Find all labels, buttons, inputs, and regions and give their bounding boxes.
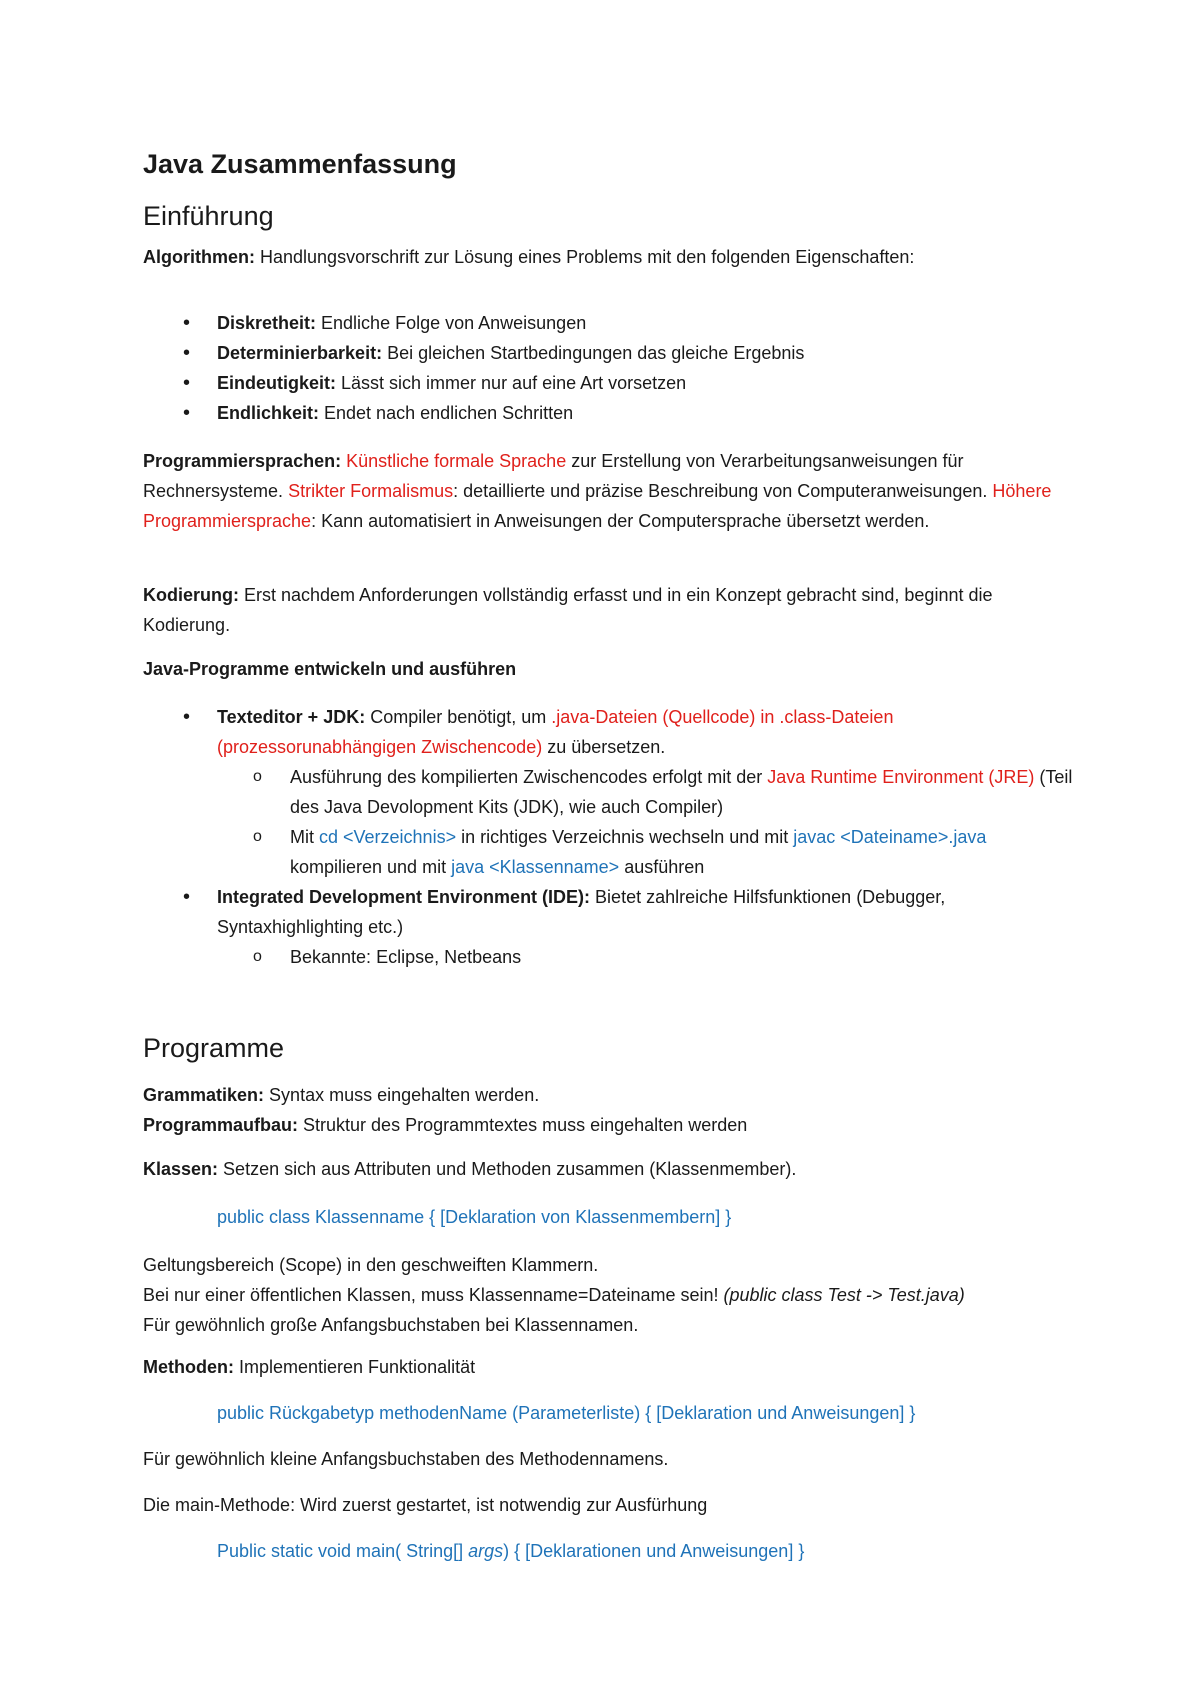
text-kodierung: Erst nachdem Anforderungen vollständig erfasst und in ein Konzept gebracht sind, beginnt die Kodierung. — [143, 585, 993, 635]
section-heading-programme: Programme — [143, 1033, 285, 1063]
list-item-term: Integrated Development Environment (IDE): — [217, 887, 591, 907]
text-part: zur Erstellung von Verarbeitungsanweisungen für Rechnersysteme. — [143, 451, 964, 501]
paragraph-kodierung — [143, 580, 1080, 640]
paragraph-scope — [143, 1250, 1080, 1340]
text-programmaufbau: Struktur des Programmtextes muss eingehalten werden — [298, 1115, 748, 1135]
text-part: : detaillierte und präzise Beschreibung von Computeranweisungen. — [453, 481, 993, 501]
highlight-hoehere-sprache: Höhere Programmiersprache — [143, 481, 1052, 531]
paragraph-algorithmen — [143, 242, 1080, 272]
term-methoden: Methoden: — [143, 1357, 234, 1377]
code-methoden: public Rückgabetyp methodenName (Parameterliste) { [Deklaration und Anweisungen] } — [217, 1403, 916, 1423]
term-algorithmen: Algorithmen: — [143, 247, 255, 267]
list-item — [143, 368, 1080, 398]
document-title: Java Zusammenfassung — [143, 149, 457, 179]
term-klassen: Klassen: — [143, 1159, 219, 1179]
list-item — [143, 702, 1080, 762]
text-algorithmen: Handlungsvorschrift zur Lösung eines Problems mit den folgenden Eigenschaften: — [255, 247, 915, 267]
text-part: Bei nur einer öffentlichen Klassen, muss Klassenname=Dateiname sein! — [143, 1285, 724, 1305]
section-heading-einfuehrung: Einführung — [143, 201, 274, 231]
code-part: ) { [Deklarationen und Anweisungen] } — [503, 1541, 805, 1561]
list-item-term: Endlichkeit: — [217, 403, 320, 423]
text-part: zu übersetzen. — [542, 737, 666, 757]
eigenschaften-list — [143, 308, 1080, 428]
code-part: Public static void main( String[] — [217, 1541, 469, 1561]
text-line: Für gewöhnlich große Anfangsbuchstaben bei Klassennamen. — [143, 1315, 639, 1335]
text-grammatiken: Syntax muss eingehalten werden. — [264, 1085, 540, 1105]
text-methoden: Implementieren Funktionalität — [233, 1357, 476, 1377]
text-part: Compiler benötigt, um — [365, 707, 552, 727]
subheading-java-programme: Java-Programme entwickeln und ausführen — [143, 659, 517, 679]
term-kodierung: Kodierung: — [143, 585, 239, 605]
text-part: : Kann automatisiert in Anweisungen der Computersprache übersetzt werden. — [311, 511, 930, 531]
term-programmiersprachen: Programmiersprachen: — [143, 451, 342, 471]
term-programmaufbau: Programmaufbau: — [143, 1115, 299, 1135]
list-item-text: Bietet zahlreiche Hilfsfunktionen (Debugger, Syntaxhighlighting etc.) — [217, 887, 946, 937]
paragraph-klassen — [143, 1154, 1080, 1184]
sub-list-item: o Bekannte: Eclipse, Netbeans — [143, 942, 1080, 972]
text-part: in richtiges Verzeichnis wechseln und mit — [456, 827, 794, 847]
paragraph-programmiersprachen — [143, 446, 1080, 536]
list-item-term: Determinierbarkeit: — [217, 343, 383, 363]
code-args: args — [468, 1541, 504, 1561]
paragraph-main: Die main-Methode: Wird zuerst gestartet, ist notwendig zur Ausfürhung — [143, 1495, 708, 1515]
text-klassen: Setzen sich aus Attributen und Methoden zusammen (Klassenmember). — [218, 1159, 797, 1179]
text-part: kompilieren und mit — [290, 857, 452, 877]
list-item-text: Lässt sich immer nur auf eine Art vorsetzen — [336, 373, 687, 393]
list-item-text: Endet nach endlichen Schritten — [319, 403, 574, 423]
highlight-jre: Java Runtime Environment (JRE) — [767, 767, 1035, 787]
paragraph-grammatiken — [143, 1080, 1080, 1140]
sub-list-item — [143, 762, 1080, 822]
list-item — [143, 398, 1080, 428]
code-cd: cd <Verzeichnis> — [319, 827, 457, 847]
list-item — [143, 882, 1080, 942]
code-java: java <Klassenname> — [451, 857, 620, 877]
code-klassen: public class Klassenname { [Deklaration von Klassenmembern] } — [217, 1207, 732, 1227]
java-tools-list — [143, 702, 1080, 972]
list-item-term: Texteditor + JDK: — [217, 707, 366, 727]
term-grammatiken: Grammatiken: — [143, 1085, 265, 1105]
paragraph-methoden-note: Für gewöhnlich kleine Anfangsbuchstaben des Methodennamens. — [143, 1449, 669, 1469]
line-programmaufbau — [143, 1110, 1080, 1140]
text-part: (Teil des Java Devolopment Kits (JDK), wie auch Compiler) — [290, 767, 1073, 817]
list-item — [143, 308, 1080, 338]
text-part: Ausführung des kompilierten Zwischencodes erfolgt mit der — [290, 767, 768, 787]
code-main — [143, 1536, 1080, 1566]
list-item-term: Eindeutigkeit: — [217, 373, 337, 393]
text-part: ausführen — [619, 857, 705, 877]
list-item-term: Diskretheit: — [217, 313, 317, 333]
example-italic: (public class Test -> Test.java) — [723, 1285, 965, 1305]
list-item — [143, 338, 1080, 368]
highlight-strikter-formalismus: Strikter Formalismus — [288, 481, 454, 501]
text-line: Geltungsbereich (Scope) in den geschweiften Klammern. — [143, 1255, 599, 1275]
text-part: Mit — [290, 827, 319, 847]
highlight-dateien: .java-Dateien (Quellcode) in .class-Dateien (prozessorunabhängigen Zwischencode) — [217, 707, 894, 757]
paragraph-methoden — [143, 1352, 1080, 1382]
list-item-text: Endliche Folge von Anweisungen — [316, 313, 587, 333]
list-item-text: Bei gleichen Startbedingungen das gleiche Ergebnis — [382, 343, 805, 363]
code-javac: javac <Dateiname>.java — [793, 827, 987, 847]
line-grammatiken — [143, 1080, 1080, 1110]
sub-list-item — [143, 822, 1080, 882]
text-line — [143, 1280, 1080, 1310]
highlight-kuenstliche-sprache: Künstliche formale Sprache — [346, 451, 567, 471]
